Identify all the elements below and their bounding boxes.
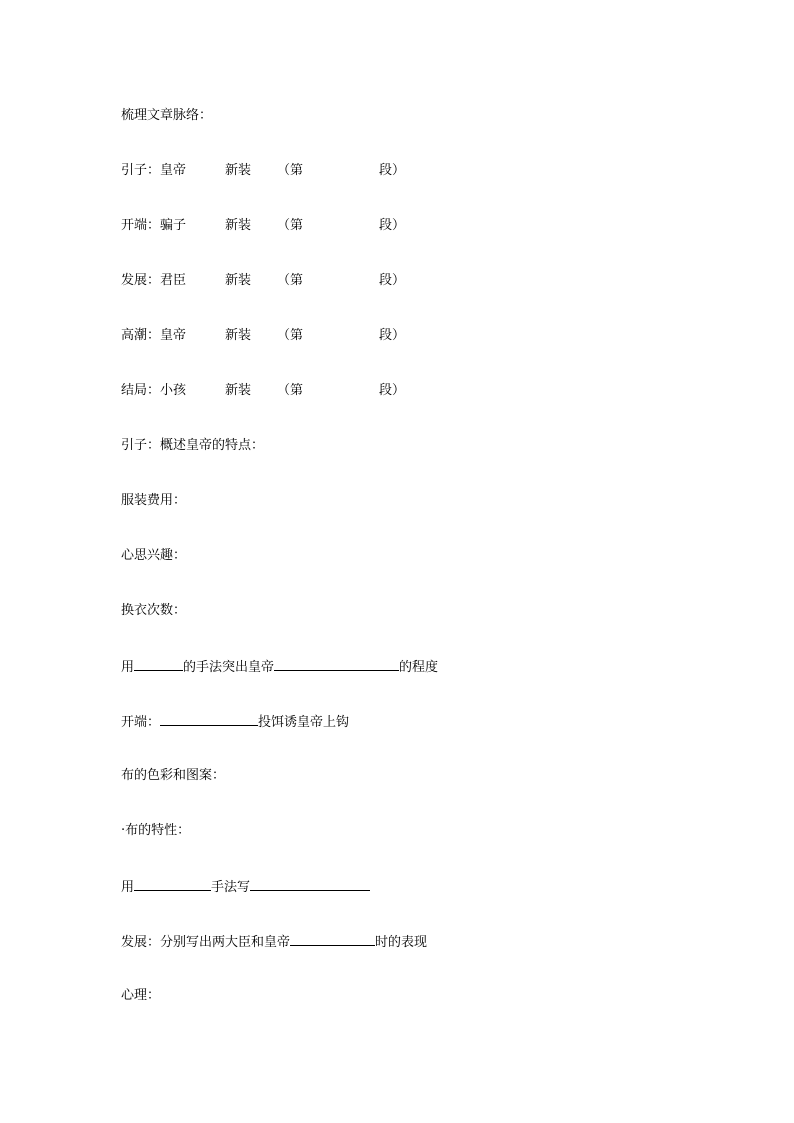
text: 发展：分别写出两大臣和皇帝 [121,935,291,950]
psychology: 心理： [121,988,161,1003]
outline-mid: 新装 [225,163,252,178]
outline-open: （第 [277,273,304,288]
blank-field[interactable] [134,658,183,671]
cloth-color: 布的色彩和图案： [121,768,226,783]
outline-close: 段） [379,163,406,178]
outline-mid: 新装 [225,273,252,288]
text: 用 [121,880,135,895]
cloth-feature: ·布的特性： [121,823,191,838]
fill-in-line-1 [121,658,438,676]
outline-mid: 新装 [225,328,252,343]
blank-field[interactable] [290,933,375,946]
outline-label: 高潮：皇帝 [121,328,187,343]
outline-open: （第 [277,218,304,233]
outline-label: 开端：骗子 [121,218,187,233]
outline-open: （第 [277,328,304,343]
outline-mid: 新装 [225,218,252,233]
blank-field[interactable] [274,658,399,671]
outline-label: 引子：皇帝 [121,163,187,178]
heading: 梳理文章脉络： [121,108,213,123]
text: 的手法突出皇帝 [183,660,275,675]
blank-field[interactable] [160,713,258,726]
outline-open: （第 [277,163,304,178]
outline-close: 段） [379,273,406,288]
item-change-count: 换衣次数： [121,603,187,618]
outline-close: 段） [379,383,406,398]
item-interest: 心思兴趣： [121,548,187,563]
fill-in-line-2 [121,713,349,731]
blank-field[interactable] [134,878,211,891]
outline-mid: 新装 [225,383,252,398]
intro-title: 引子：概述皇帝的特点： [121,438,265,453]
text: 投饵诱皇帝上钩 [258,715,350,730]
text: 的程度 [399,660,439,675]
fill-in-line-3 [121,878,370,896]
item-clothes-cost: 服装费用： [121,493,187,508]
outline-close: 段） [379,218,406,233]
text: 开端： [121,715,161,730]
text: 用 [121,660,135,675]
text: 时的表现 [375,935,428,950]
outline-label: 结局：小孩 [121,383,187,398]
outline-close: 段） [379,328,406,343]
blank-field[interactable] [250,878,370,891]
fill-in-line-4 [121,933,427,951]
outline-label: 发展：君臣 [121,273,187,288]
text: 手法写 [211,880,251,895]
outline-open: （第 [277,383,304,398]
